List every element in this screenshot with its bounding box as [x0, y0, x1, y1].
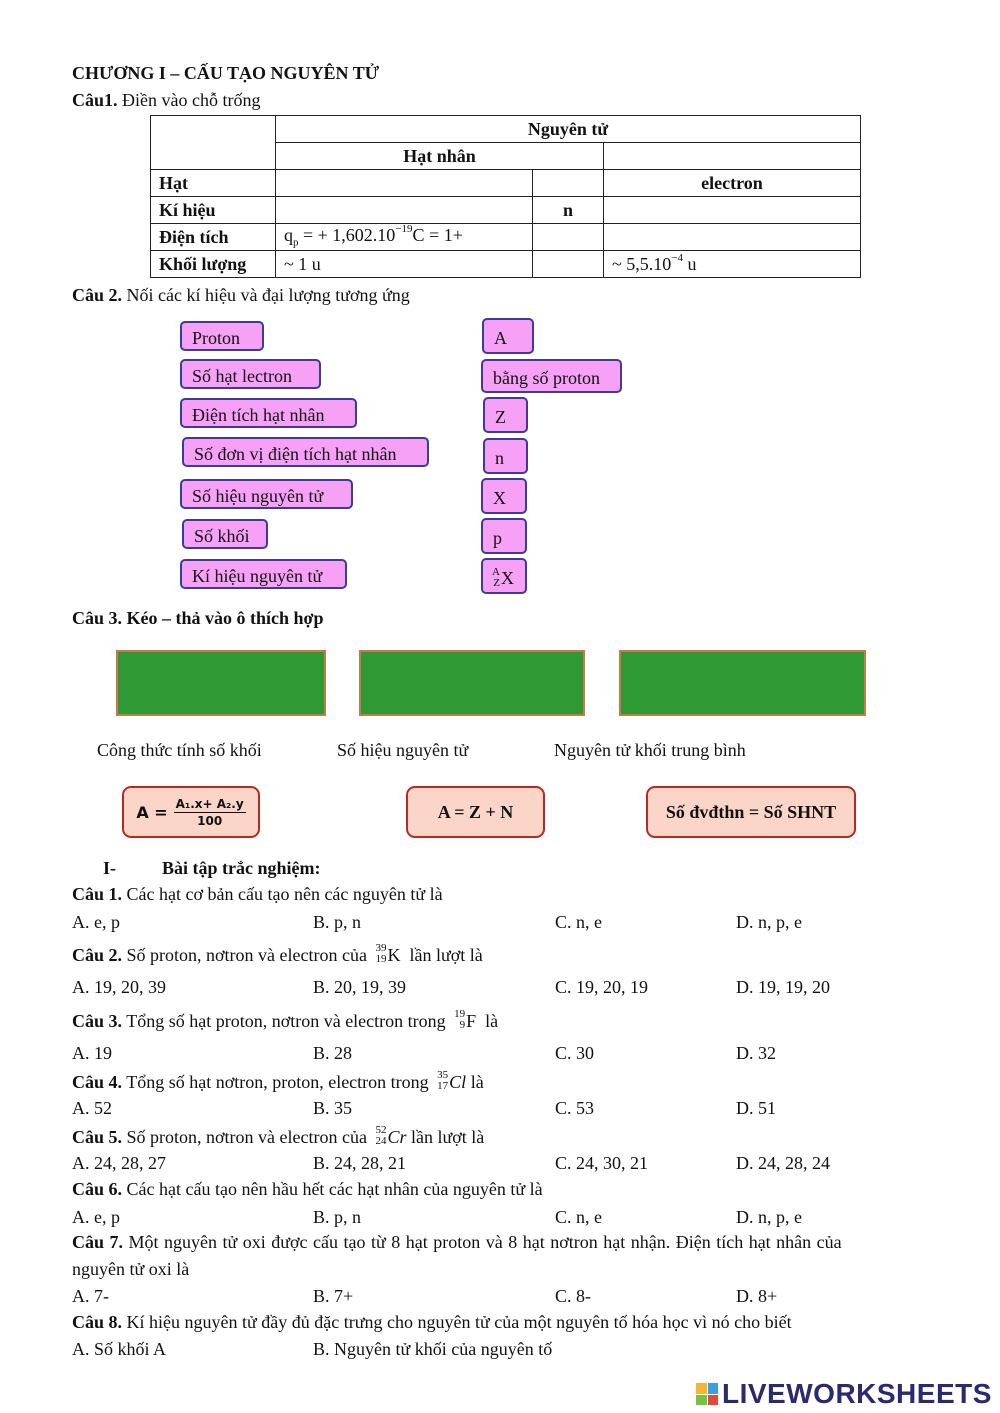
match-right-p[interactable]: p: [481, 518, 527, 554]
match-right-n[interactable]: n: [483, 438, 528, 474]
match-left-proton[interactable]: Proton: [180, 321, 264, 351]
cell-proton-charge: $q_p$ = + $1,602.10^{-19}C = 1+$: [276, 224, 533, 251]
mcq6-option-b[interactable]: B. p, n: [313, 1207, 362, 1227]
mcq5-option-c[interactable]: C. 24, 30, 21: [555, 1153, 649, 1173]
drag-formula-mass-number[interactable]: A = Z + N: [406, 786, 545, 838]
blank-neutron-charge[interactable]: [533, 224, 604, 251]
drop-slot-2[interactable]: [359, 650, 585, 716]
match-left-charge-units[interactable]: Số đơn vị điện tích hạt nhân: [182, 437, 429, 467]
match-left-atomic-number[interactable]: Số hiệu nguyên tử: [180, 479, 353, 509]
blank-neutron-name[interactable]: [533, 170, 604, 197]
match-left-mass-number[interactable]: Số khối: [182, 519, 268, 549]
drag-formula-average-mass[interactable]: A = $\frac{\text{A₁.x+ A₂.y}}{100}$: [122, 786, 260, 838]
th-atom: Nguyên tử: [276, 116, 861, 143]
mcq1-option-d[interactable]: D. n, p, e: [736, 912, 802, 932]
mcq2-option-c[interactable]: C. 19, 20, 19: [555, 977, 649, 997]
blank-neutron-mass[interactable]: [533, 251, 604, 278]
mcq3-option-a[interactable]: A. 19: [72, 1043, 112, 1063]
caption-average-mass: Nguyên tử khối trung bình: [554, 740, 746, 760]
mcq5-option-b[interactable]: B. 24, 28, 21: [313, 1153, 407, 1173]
mcq7-option-d[interactable]: D. 8+: [736, 1286, 778, 1306]
blank-proton-symbol[interactable]: [276, 197, 533, 224]
row-charge: Điện tích: [151, 224, 276, 251]
mcq1-option-c[interactable]: C. n, e: [555, 912, 602, 932]
mcq1-option-b[interactable]: B. p, n: [313, 912, 362, 932]
match-right-z[interactable]: Z: [483, 397, 528, 433]
mcq1-stem: Câu 1. Các hạt cơ bản cấu tạo nên các nguyên tử là: [72, 884, 443, 904]
mcq6-option-d[interactable]: D. n, p, e: [736, 1207, 802, 1227]
q2-prompt: Câu 2. Nối các kí hiệu và đại lượng tương ứng: [72, 285, 410, 305]
mcq5-option-a[interactable]: A. 24, 28, 27: [72, 1153, 166, 1173]
blank-electron-symbol[interactable]: [604, 197, 861, 224]
q1-prompt: Câu1. Điền vào chỗ trống: [72, 90, 261, 110]
cell-electron: electron: [604, 170, 861, 197]
row-mass: Khối lượng: [151, 251, 276, 278]
logo-text: LIVEWORKSHEETS: [722, 1378, 992, 1409]
mcq6-option-a[interactable]: A. e, p: [72, 1207, 120, 1227]
mcq4-option-d[interactable]: D. 51: [736, 1098, 776, 1118]
mcq2-option-b[interactable]: B. 20, 19, 39: [313, 977, 407, 997]
mcq8-option-a[interactable]: A. Số khối A: [72, 1339, 167, 1359]
liveworksheets-logo: [696, 1378, 992, 1410]
mcq5-stem: Câu 5. Số proton, nơtron và electron của 52 24 Cr lần lượt là: [72, 1124, 485, 1147]
mcq8-option-b[interactable]: B. Nguyên tử khối của nguyên tố: [313, 1339, 553, 1359]
match-right-equal-protons[interactable]: bằng số proton: [481, 359, 622, 393]
mcq7-option-b[interactable]: B. 7+: [313, 1286, 354, 1306]
mcq7-stem-cont: nguyên tử oxi là: [72, 1259, 190, 1279]
match-right-x[interactable]: X: [481, 478, 527, 514]
mcq3-option-c[interactable]: C. 30: [555, 1043, 595, 1063]
mcq4-option-a[interactable]: A. 52: [72, 1098, 112, 1118]
cell-electron-mass: ~ $5,5.10^{-4}$ u: [604, 251, 861, 278]
mcq2-option-d[interactable]: D. 19, 19, 20: [736, 977, 830, 997]
cell-proton-mass: ~ 1 u: [276, 251, 533, 278]
drop-slot-3[interactable]: [619, 650, 866, 716]
mcq4-option-b[interactable]: B. 35: [313, 1098, 353, 1118]
mcq3-option-b[interactable]: B. 28: [313, 1043, 353, 1063]
match-right-a[interactable]: A: [482, 318, 534, 354]
th-nucleus: Hạt nhân: [276, 143, 604, 170]
mcq3-option-d[interactable]: D. 32: [736, 1043, 776, 1063]
drop-slot-1[interactable]: [116, 650, 326, 716]
caption-mass-number: Công thức tính số khối: [97, 740, 262, 760]
mcq7-option-c[interactable]: C. 8-: [555, 1286, 591, 1306]
atom-table: [150, 115, 861, 278]
row-symbol: Kí hiệu: [151, 197, 276, 224]
section-title: Bài tập trắc nghiệm:: [162, 858, 321, 878]
mcq8-stem: Câu 8. Kí hiệu nguyên tử đầy đủ đặc trưng cho nguyên tử của một nguyên tố hóa học vì nó cho biết: [72, 1312, 792, 1332]
match-left-electrons[interactable]: Số hạt lectron: [180, 359, 321, 389]
mcq6-option-c[interactable]: C. n, e: [555, 1207, 602, 1227]
match-left-nuclear-charge[interactable]: Điện tích hạt nhân: [180, 398, 357, 428]
blank-proton-name[interactable]: [276, 170, 533, 197]
mcq5-option-d[interactable]: D. 24, 28, 24: [736, 1153, 830, 1173]
q3-prompt: Câu 3. Kéo – thả vào ô thích hợp: [72, 608, 324, 628]
mcq2-option-a[interactable]: A. 19, 20, 39: [72, 977, 166, 997]
mcq7-stem: Câu 7. Một nguyên tử oxi được cấu tạo từ 8 hạt proton và 8 hạt nơtron hạt nhận. Điện tích hạt nhân của: [72, 1232, 842, 1252]
row-particle: Hạt: [151, 170, 276, 197]
match-left-atomic-symbol[interactable]: Kí hiệu nguyên tử: [180, 559, 347, 589]
mcq2-stem: Câu 2. Số proton, nơtron và electron của 39 19 K lần lượt là: [72, 942, 483, 965]
mcq4-stem: Câu 4. Tổng số hạt nơtron, proton, electron trong 35 17 Cl là: [72, 1069, 484, 1092]
blank-electron-charge[interactable]: [604, 224, 861, 251]
chapter-title: CHƯƠNG I – CẤU TẠO NGUYÊN TỬ: [72, 63, 380, 83]
logo-icon: [696, 1383, 718, 1405]
section-number: I-: [103, 858, 116, 878]
mcq4-option-c[interactable]: C. 53: [555, 1098, 595, 1118]
mcq3-stem: Câu 3. Tổng số hạt proton, nơtron và electron trong 19 9 F là: [72, 1008, 499, 1031]
mcq6-stem: Câu 6. Các hạt cấu tạo nên hầu hết các hạt nhân của nguyên tử là: [72, 1179, 543, 1199]
mcq7-option-a[interactable]: A. 7-: [72, 1286, 109, 1306]
caption-atomic-number: Số hiệu nguyên tử: [337, 740, 469, 760]
match-right-atomic-notation[interactable]: A Z X: [481, 558, 527, 594]
cell-neutron-symbol: n: [533, 197, 604, 224]
drag-formula-atomic-number[interactable]: Số đvđthn = Số SHNT: [646, 786, 856, 838]
mcq1-option-a[interactable]: A. e, p: [72, 912, 120, 932]
